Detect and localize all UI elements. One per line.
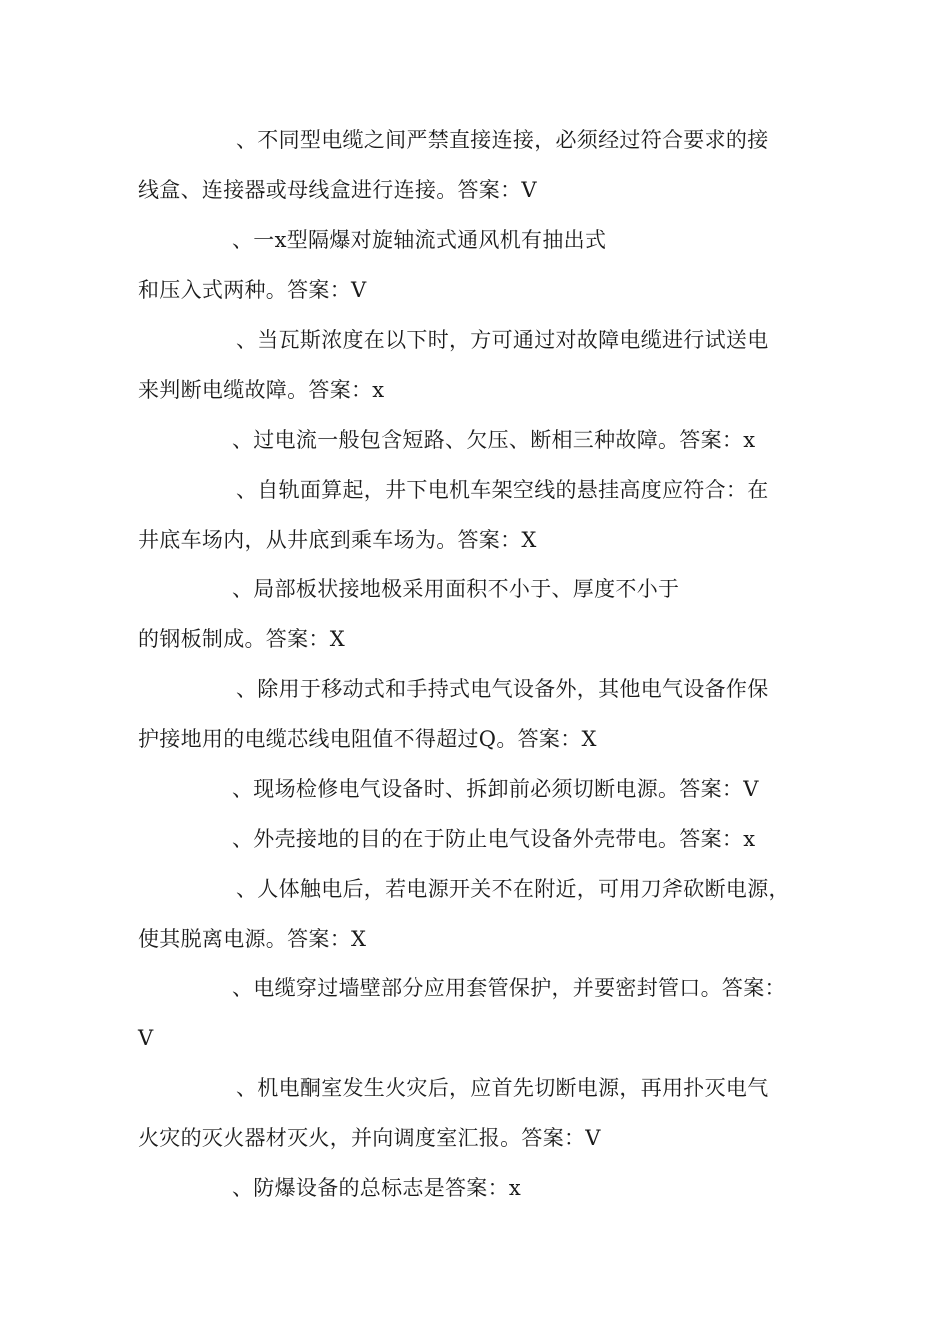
question-3-line-1: 、当瓦斯浓度在以下时，方可通过对故障电缆进行试送电 [236,328,769,352]
question-12-line-2: 火灾的灭火器材灭火，并向调度室汇报。答案：V [138,1126,601,1150]
question-4-line-1: 、过电流一般包含短路、欠压、断相三种故障。答案：x [232,428,756,452]
question-3-line-2: 来判断电缆故障。答案：x [138,378,385,402]
question-5-line-1: 、自轨面算起，井下电机车架空线的悬挂高度应符合：在 [236,478,769,502]
question-1-line-1: 、不同型电缆之间严禁直接连接，必须经过符合要求的接 [236,128,769,152]
question-11-line-2: V [138,1026,154,1050]
question-6-line-2: 的钢板制成。答案：X [138,627,345,651]
question-12-line-1: 、机电酮室发生火灾后，应首先切断电源，再用扑灭电气 [236,1076,769,1100]
question-11-line-1: 、电缆穿过墙壁部分应用套管保护，并要密封管口。答案： [232,976,786,1000]
question-10-line-2: 使其脱离电源。答案：X [138,927,367,951]
question-10-line-1: 、人体触电后，若电源开关不在附近，可用刀斧砍断电源， [236,877,790,901]
question-2-line-2: 和压入式两种。答案：V [138,278,367,302]
question-8-line-1: 、现场检修电气设备时、拆卸前必须切断电源。答案：V [232,777,759,801]
question-7-line-2: 护接地用的电缆芯线电阻值不得超过Q。答案：X [138,727,597,751]
question-1-line-2: 线盒、连接器或母线盒进行连接。答案：V [138,178,537,202]
question-7-line-1: 、除用于移动式和手持式电气设备外，其他电气设备作保 [236,677,769,701]
question-6-line-1: 、局部板状接地极采用面积不小于、厚度不小于 [232,577,680,601]
question-5-line-2: 井底车场内，从井底到乘车场为。答案：X [138,528,537,552]
question-2-line-1: 、一x型隔爆对旋轴流式通风机有抽出式 [232,228,607,252]
question-13-line-1: 、防爆设备的总标志是答案：x [232,1176,522,1200]
question-9-line-1: 、外壳接地的目的在于防止电气设备外壳带电。答案：x [232,827,756,851]
